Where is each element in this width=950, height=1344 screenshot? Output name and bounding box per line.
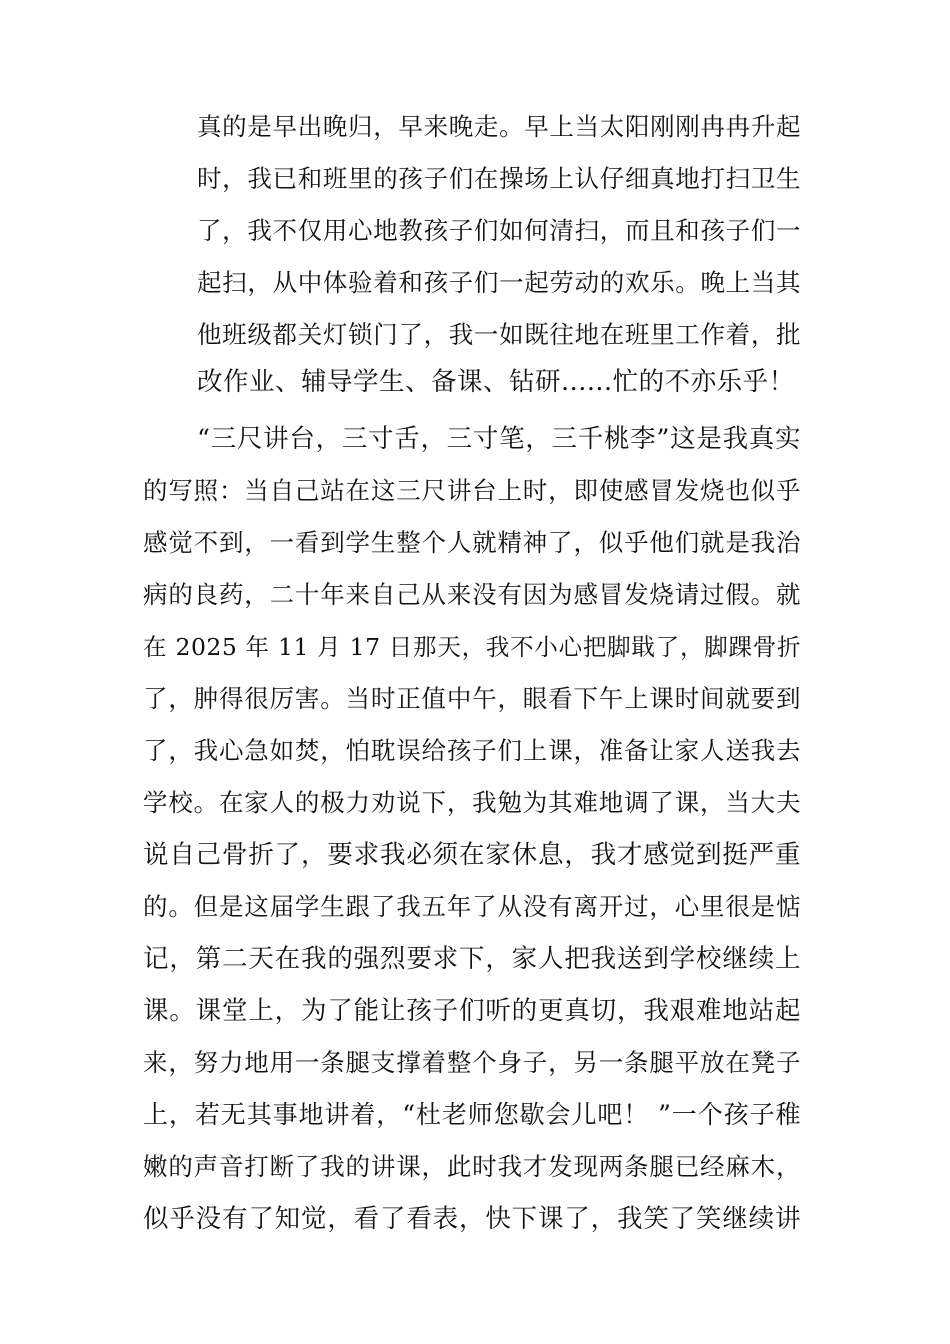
paragraph-1-line: 起扫，从中体验着和孩子们一起劳动的欢乐。晚上当其 — [197, 268, 801, 297]
paragraph-2-line: 似乎没有了知觉，看了看表，快下课了，我笑了笑继续讲 — [143, 1204, 801, 1234]
paragraph-2-line: 了，我心急如焚，怕耽误给孩子们上课，准备让家人送我去 — [143, 736, 801, 765]
paragraph-2-line: 学校。在家人的极力劝说下，我勉为其难地调了课，当大夫 — [143, 788, 801, 817]
paragraph-2-line: 上，若无其事地讲着，“杜老师您歇会儿吧！ ”一个孩子稚 — [143, 1100, 801, 1129]
paragraph-2-line: 病的良药，二十年来自己从来没有因为感冒发烧请过假。就 — [143, 580, 801, 609]
paragraph-2-line: 说自己骨折了，要求我必须在家休息，我才感觉到挺严重 — [143, 840, 801, 870]
paragraph-2-line: 在 2025 年 11 月 17 日那天，我不小心把脚戢了，脚踝骨折 — [143, 633, 801, 661]
paragraph-2-line: “三尺讲台，三寸舌，三寸笔，三千桃李”这是我真实 — [197, 424, 801, 454]
paragraph-1-line: 时，我已和班里的孩子们在操场上认仔细真地打扫卫生 — [197, 164, 801, 193]
paragraph-2-line: 课。课堂上，为了能让孩子们听的更真切，我艰难地站起 — [143, 996, 801, 1026]
paragraph-1-line: 真的是早出晚归，早来晚走。早上当太阳刚刚冉冉升起 — [197, 112, 801, 141]
paragraph-2-line: 的。但是这届学生跟了我五年了从没有离开过，心里很是惦 — [143, 892, 801, 921]
paragraph-2-line: 感觉不到，一看到学生整个人就精神了，似乎他们就是我治 — [143, 528, 801, 557]
paragraph-2-line: 了，肿得很厉害。当时正值中午，眼看下午上课时间就要到 — [143, 684, 801, 713]
paragraph-2-line: 来，努力地用一条腿支撑着整个身子，另一条腿平放在凳子 — [143, 1048, 801, 1077]
paragraph-1-line: 改作业、辅导学生、备课、钻研......忙的不亦乐乎！ — [197, 367, 795, 397]
paragraph-1-line: 了，我不仅用心地教孩子们如何清扫，而且和孩子们一 — [197, 216, 801, 245]
paragraph-2-line: 的写照：当自己站在这三尺讲台上时，即使感冒发烧也似乎 — [143, 476, 801, 505]
paragraph-2-line: 记，第二天在我的强烈要求下，家人把我送到学校继续上 — [143, 944, 801, 974]
paragraph-2-line: 嫩的声音打断了我的讲课，此时我才发现两条腿已经麻木， — [143, 1152, 801, 1181]
paragraph-1-line: 他班级都关灯锁门了，我一如既往地在班里工作着，批 — [197, 320, 801, 349]
